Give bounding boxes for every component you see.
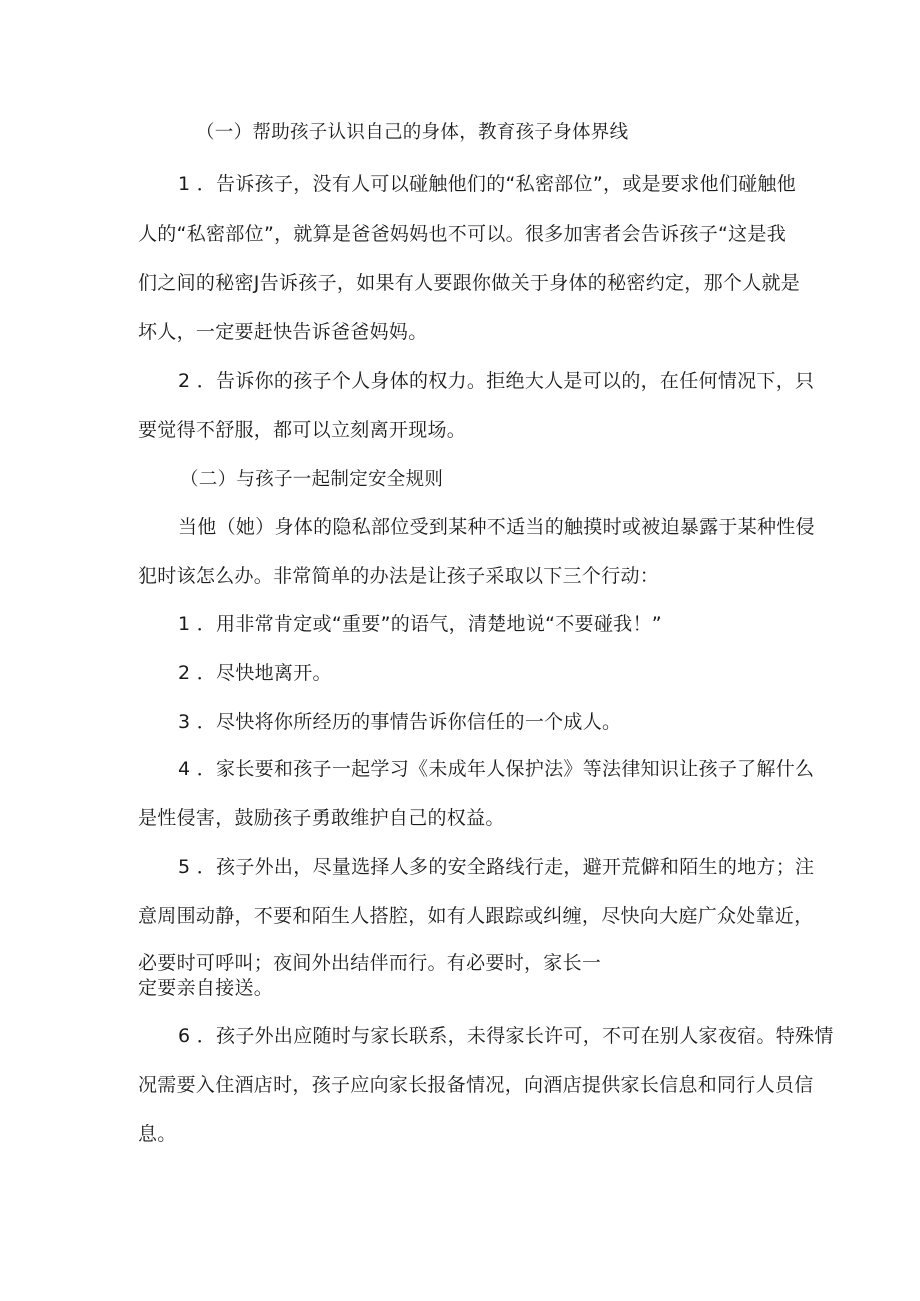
paragraph-line: 2 ．告诉你的孩子个人身体的权力。拒绝大人是可以的，在任何情况下，只: [178, 370, 815, 392]
paragraph-line: 1 ．告诉孩子，没有人可以碰触他们的“私密部位”，或是要求他们碰触他: [178, 173, 797, 195]
paragraph-line: 要觉得不舒服，都可以立刻离开现场。: [138, 419, 467, 441]
paragraph-line: 坏人，一定要赶快告诉爸爸妈妈。: [138, 321, 428, 343]
paragraph-line: 当他（她）身体的隐私部位受到某种不适当的触摸时或被迫暴露于某种性侵: [178, 516, 815, 538]
paragraph-line: 息。: [138, 1123, 177, 1145]
paragraph-line: 5 ．孩子外出，尽量选择人多的安全路线行走，避开荒僻和陌生的地方；注: [178, 856, 815, 878]
paragraph-line: 意周围动静，不要和陌生人搭腔，如有人跟踪或纠缠，尽快向大庭广众处靠近，: [138, 905, 814, 927]
paragraph-line: 们之间的秘密J告诉孩子，如果有人要跟你做关于身体的秘密约定，那个人就是: [138, 272, 801, 294]
section-heading-1: （一）帮助孩子认识自己的身体，教育孩子身体界线: [196, 122, 629, 143]
list-item: 3 ．尽快将你所经历的事情告诉你信任的一个成人。: [178, 711, 622, 733]
section-heading-2: （二）与孩子一起制定安全规则: [180, 469, 444, 490]
paragraph-line: 4 ．家长要和孩子一起学习《未成年人保护法》等法律知识让孩子了解什么: [178, 758, 815, 780]
list-item: 2 ．尽快地离开。: [178, 662, 332, 684]
paragraph-line: 定要亲自接送。: [138, 977, 274, 999]
paragraph-line: 6 ．孩子外出应随时与家长联系，未得家长许可，不可在别人家夜宿。特殊情: [178, 1025, 834, 1047]
paragraph-line: 是性侵害，鼓励孩子勇敢维护自己的权益。: [138, 807, 505, 829]
paragraph-line: 犯时该怎么办。非常简单的办法是让孩子采取以下三个行动：: [138, 565, 660, 587]
list-item: 1 ．用非常肯定或“重要”的语气，清楚地说“不要碰我！”: [178, 613, 662, 635]
paragraph-line: 人的“私密部位”，就算是爸爸妈妈也不可以。很多加害者会告诉孩子“这是我: [138, 223, 787, 245]
paragraph-line: 必要时可呼叫；夜间外出结伴而行。有必要时，家长一: [138, 952, 602, 974]
paragraph-line: 况需要入住酒店时，孩子应向家长报备情况，向酒店提供家长信息和同行人员信: [138, 1074, 814, 1096]
